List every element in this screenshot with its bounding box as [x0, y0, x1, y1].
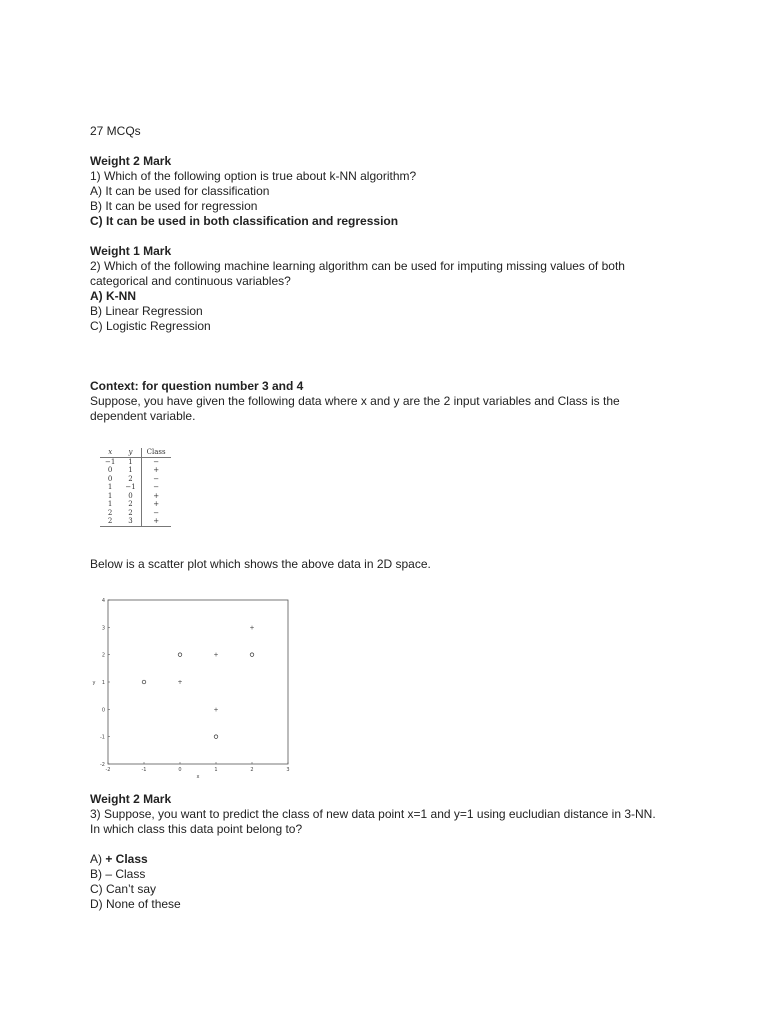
y-axis-label: y	[92, 679, 96, 686]
table-cell: 2	[107, 508, 113, 517]
scatter-plot-figure	[90, 586, 690, 778]
scatter-plot	[90, 586, 300, 778]
table-cell: 1	[128, 466, 133, 474]
q1-question: 1) Which of the following option is true about k-NN algorithm?	[90, 169, 417, 183]
table-cell: 2	[128, 508, 133, 517]
y-tick-label: -2	[100, 761, 105, 768]
table-cell: 0	[107, 466, 113, 474]
x-tick-label: 1	[214, 766, 218, 773]
context-heading: Context: for question number 3 and 4	[90, 379, 304, 393]
y-tick-label: 3	[101, 624, 105, 631]
q2-question: 2) Which of the following machine learning algorithm can be used for imputing missing values of both categorical and continuous variables?	[90, 259, 625, 288]
table-header-class: Class	[141, 448, 170, 457]
table-row	[100, 500, 171, 509]
x-tick-label: 0	[178, 766, 182, 773]
table-row	[100, 492, 171, 501]
y-tick-label: -1	[100, 734, 105, 741]
data-point-circle	[214, 734, 218, 738]
table-cell: +	[141, 492, 170, 501]
table-row	[100, 483, 171, 492]
x-tick-label: -2	[105, 766, 111, 773]
table-cell: 2	[128, 474, 133, 483]
q2-option-c: C) Logistic Regression	[90, 319, 211, 333]
table-cell: −1	[125, 483, 136, 491]
y-tick-label: 4	[101, 597, 105, 604]
plot-frame	[108, 600, 288, 764]
table-cell: 1	[107, 491, 113, 500]
table-cell: 1	[128, 457, 133, 466]
q3-option-a-text: + Class	[105, 851, 148, 866]
mcq-count-header: 27 MCQs	[90, 124, 141, 138]
table-row	[100, 475, 171, 484]
table-cell: 1	[107, 483, 113, 491]
table-cell: −	[141, 475, 170, 484]
table-cell: 0	[128, 491, 133, 500]
table-cell: −	[141, 509, 170, 518]
x-axis-label: x	[196, 773, 200, 778]
table-row	[100, 466, 171, 475]
table-cell: +	[141, 500, 170, 509]
q2-option-b: B) Linear Regression	[90, 304, 203, 318]
q1-option-a: A) It can be used for classification	[90, 184, 270, 198]
data-point-circle	[142, 680, 146, 684]
table-cell: 1	[107, 500, 113, 508]
q3-weight: Weight 2 Mark	[90, 791, 172, 806]
table-header-y: y	[120, 448, 141, 457]
q3-option-b: B) – Class	[90, 866, 146, 881]
table-cell: +	[141, 466, 170, 475]
table-header-x: x	[100, 448, 120, 457]
q3-option-a-prefix: A)	[90, 851, 106, 866]
x-tick-label: 2	[250, 766, 254, 773]
document-page	[90, 124, 690, 912]
q3-option-c: C) Can’t say	[90, 881, 157, 896]
q1-option-c: C) It can be used in both classification and regression	[90, 214, 399, 228]
table-cell: 2	[128, 500, 133, 508]
q2-weight: Weight 1 Mark	[90, 244, 172, 258]
y-tick-label: 2	[101, 652, 105, 659]
table-cell: 2	[100, 517, 120, 526]
y-tick-label: 0	[101, 706, 105, 713]
data-point-plus: +	[213, 651, 219, 659]
x-tick-label: -1	[141, 766, 147, 773]
q1-option-b: B) It can be used for regression	[90, 199, 258, 213]
table-cell: −	[141, 483, 170, 492]
q1-weight: Weight 2 Mark	[90, 154, 172, 168]
table-cell: +	[141, 517, 170, 526]
x-tick-label: 3	[286, 766, 290, 773]
context-text: Suppose, you have given the following data where x and y are the 2 input variables and Class is the dependent variable.	[90, 394, 620, 423]
data-table-figure	[100, 448, 690, 527]
y-tick-label: 1	[101, 679, 105, 686]
table-cell: −	[141, 457, 170, 466]
table-cell: 3	[120, 517, 141, 526]
data-point-circle	[178, 652, 182, 656]
table-cell: 0	[107, 474, 113, 483]
table-row	[100, 517, 171, 526]
table-cell: −1	[105, 457, 116, 466]
table-row	[100, 509, 171, 518]
q3-option-d: D) None of these	[90, 896, 181, 911]
q3-option-a	[90, 852, 690, 867]
table-row	[100, 457, 171, 466]
data-point-plus: +	[249, 623, 255, 631]
q2-option-a: A) K-NN	[90, 289, 136, 303]
scatter-caption: Below is a scatter plot which shows the above data in 2D space.	[90, 556, 431, 571]
data-point-plus: +	[213, 705, 219, 713]
data-point-plus: +	[177, 678, 183, 686]
q3-question: 3) Suppose, you want to predict the class of new data point x=1 and y=1 using eucludian distance in 3-NN. In which class this data point belong to?	[90, 806, 656, 836]
data-table	[100, 448, 171, 527]
data-point-circle	[250, 652, 254, 656]
